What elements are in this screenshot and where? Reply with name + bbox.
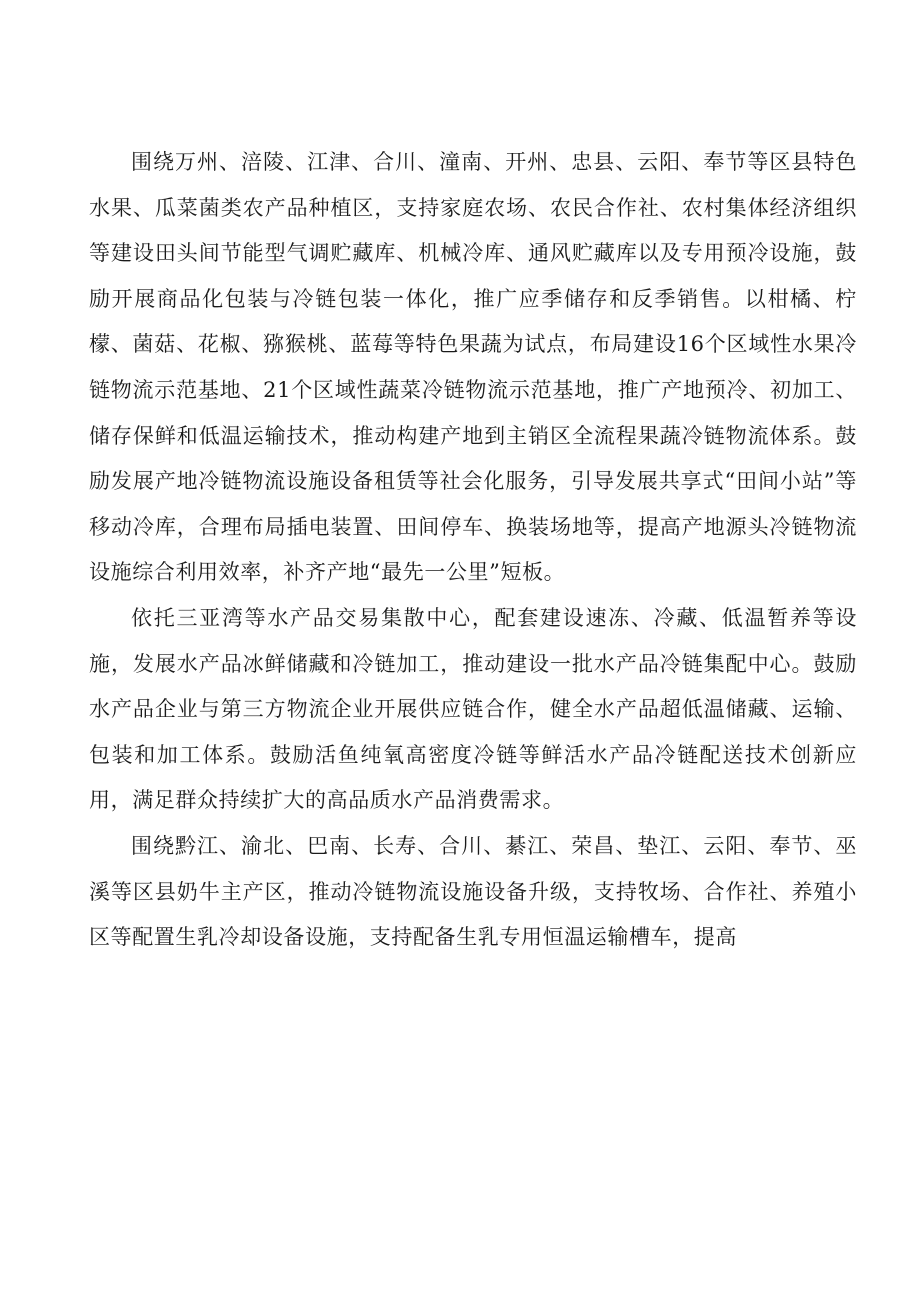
paragraph-aquatic-cold-chain: 依托三亚湾等水产品交易集散中心，配套建设速冻、冷藏、低温暂养等设施，发展水产品冰鲜储藏和冷链加工，推动建设一批水产品冷链集配中心。鼓励水产品企业与第三方物流企业开展供应链合作，健全水产品超低温储藏、运输、包装和加工体系。鼓励活鱼纯氧高密度冷链等鲜活水产品冷链配送技术创新应用，满足群众持续扩大的高品质水产品消费需求。 (89, 605, 857, 813)
paragraph-fruit-vegetable-cold-chain: 围绕万州、涪陵、江津、合川、潼南、开州、忠县、云阳、奉节等区县特色水果、瓜菜菌类农产品种植区，支持家庭农场、农民合作社、农村集体经济组织等建设田头间节能型气调贮藏库、机械冷库、通风贮藏库以及专用预冷设施，鼓励开展商品化包装与冷链包装一体化，推广应季储存和反季销售。以柑橘、柠檬、菌菇、花椒、猕猴桃、蓝莓等特色果蔬为试点，布局建设16个区域性水果冷链物流示范基地、21个区域性蔬菜冷链物流示范基地，推广产地预冷、初加工、储存保鲜和低温运输技术，推动构建产地到主销区全流程果蔬冷链物流体系。鼓励发展产地冷链物流设施设备租赁等社会化服务，引导发展共享式“田间小站”等移动冷库，合理布局插电装置、田间停车、换装场地等，提高产地源头冷链物流设施综合利用效率，补齐产地“最先一公里”短板。 (89, 150, 857, 585)
paragraph-dairy-cold-chain: 围绕黔江、渝北、巴南、长寿、合川、綦江、荣昌、垫江、云阳、奉节、巫溪等区县奶牛主产区，推动冷链物流设施设备升级，支持牧场、合作社、养殖小区等配置生乳冷却设备设施，支持配备生乳专用恒温运输槽车，提高 (89, 833, 857, 950)
document-body (89, 140, 857, 961)
